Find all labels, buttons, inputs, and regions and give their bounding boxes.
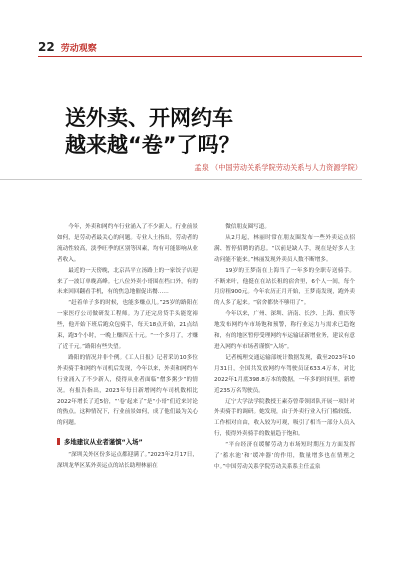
section-label: 劳动观察: [60, 43, 97, 54]
article-body: [57, 222, 355, 473]
paragraph: 最近的一天傍晚，北京昌平立汤路上的一家饺子店迎来了一波订单晚高峰。七八位外卖小哥围在档口外，有的未来回回翻看手机，有的焦急地催促出餐……: [57, 267, 198, 296]
paragraph: “深圳关外区份多运点都迎满了。”2023年2月17日，深圳龙华区某外卖运点的站长助理林丽在: [57, 452, 198, 470]
author-byline: 孟泉 （中国劳动关系学院劳动关系与人力资源学院）: [194, 163, 362, 172]
heading-marker: [57, 438, 60, 445]
paragraph: 记者梳理交通运输部统计数据发现，截至2023年10月31日，全国共发放网约车驾驶员证633.4万本，对比2022年1月底398.8万本的数据，一年多的时间里，新增近235万名驾驶员。: [214, 354, 355, 394]
right-column: [214, 222, 355, 473]
left-column: [57, 222, 198, 473]
paragraph: 从2月起，林丽时常在朋友圈发布一些外卖运点招满、暂停招聘的消息。“以前是缺人手，现在是好多人主动问能不能来。”林丽发现外卖员人数不断增多。: [214, 234, 355, 263]
section-heading: [57, 437, 198, 446]
paragraph: 今年以来，广州、深圳、济南、长沙、上海、重庆等地发布网约车市场饱和预警，称行业运力与需求已趋饱和，有的地区暂停受理网约车运输证新增业务，建议有意进入网约车市场者谨慎“入场”。: [214, 311, 355, 350]
article-title: [65, 105, 345, 159]
page-header: [38, 40, 97, 54]
title-line-2: 越来越“卷”了吗？: [65, 133, 240, 157]
paragraph: 今年，外卖和网约车行业涌入了不少新人。行业前景如何，是劳动者最关心的问题。专业人士指出，劳动者的流动性较高，淡季旺季的区别等因素，均有可能影响从业者收入。: [57, 224, 198, 263]
page-number: 22: [38, 40, 55, 54]
paragraph: “平台经济在缓解劳动力市场短时期压力方面发挥了‘蓄水池’和‘缓冲器’的作用，数量增多也在情理之中。”中国劳动关系学院劳动关系系主任孟泉: [214, 442, 355, 470]
paragraph: 微信朋友圈写道。: [225, 224, 270, 230]
section-heading-text: 多地建议从业者谨慎“入场”: [64, 438, 143, 447]
title-line-1: 送外卖、开网约车: [65, 106, 233, 130]
paragraph: 19岁的王梦南在上海当了一年多的全职专送骑手。不断来叶，他挺在在站长租的宿舍里，6个人一间，每个月房租900元。今年农历正月开始，王梦南发现，跑外卖的人多了起来。“宿舍都快不够用了”。: [214, 267, 355, 307]
paragraph: 辽宁大学法学院教授王素芬曾带领团队开展一项针对外卖骑手的调研。她发现，由于外卖行业入行门槛较低、工作相对自由，收入较为可观，吸引了相当一部分人员入行，使得外卖骑手的数量趋于饱和。: [214, 398, 355, 438]
author-line: [0, 163, 362, 180]
paragraph: “赶着单子多的时候，也能多赚点儿。”25岁的路阳在一家医疗公司做研发工程师。为了还完房贷手头能宽裕些，他开始下班后跑众包骑手，每天18点开始，21点结束，跑3个小时，一晚上赚四五十元。“一个多月了，才赚了近千元。”路阳有些失望。: [57, 300, 198, 350]
paragraph: 路阳的情况并非个例。《工人日报》记者采访10多位外卖骑手和网约车司机后发现，今年以来，外卖和网约车行业涌入了不少新人，使得从业者面临“僧多粥少”的情况。有报告指出，2023年每日新增网约车司机数相比2022年增长了近5倍，“‘卷’起来了”是“小哥”们近来讨论的热点。这种情况下，行业前景如何，成了他们最为关心的问题。: [57, 354, 198, 427]
header-divider: [38, 56, 362, 57]
